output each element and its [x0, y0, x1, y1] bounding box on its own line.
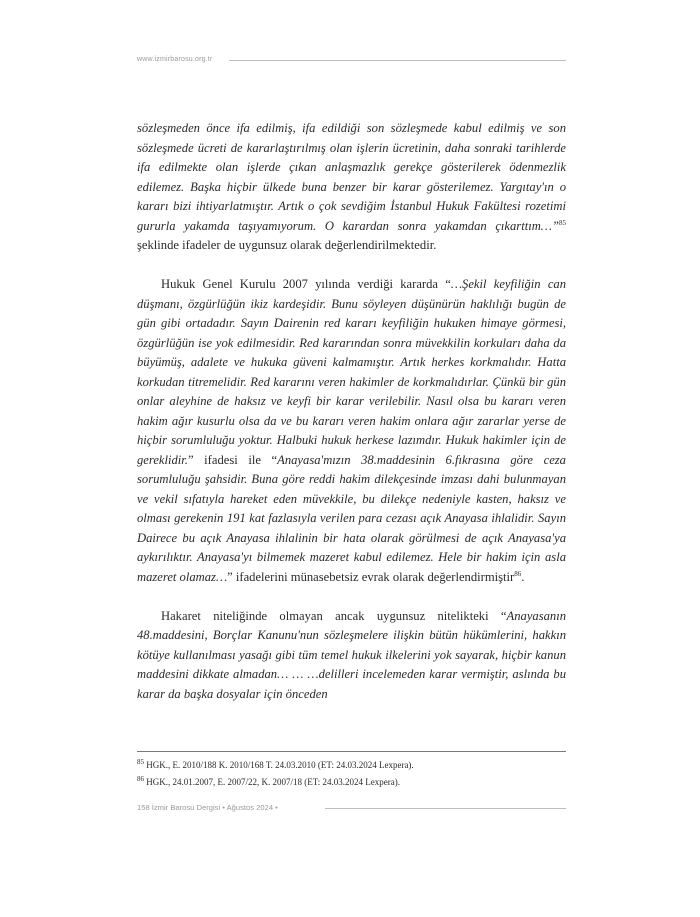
footnote-ref-86[interactable]: 86 — [514, 569, 522, 578]
paragraph-1 — [137, 119, 566, 256]
header-rule — [229, 60, 566, 61]
paragraph-2-quote-2: Anayasa'mızın 38.maddesinin 6.fıkrasına göre ceza sorumluluğu şahsidir. Buna göre reddi hakim dilekçesinde imzası dahi bulunmayan ve vekil sıfatıyla hareket eden müvekkile, bu dilekçe nedeniyle kasten, haksız ve olması gerekenin 191 kat fazlasıyla verilen para cezası açık Anayasa ihlalidir. Sayın Dairece bu açık Anayasa ihlalinin bir hata olarak görülmesi de açık Anayasa'ya aykırılıktır. Anayasa'yı bilmemek mazeret kabul edilemez. Hele bir hakim için asla mazeret olamaz… — [137, 452, 566, 584]
paragraph-2 — [137, 275, 566, 587]
paragraph-1-text: şeklinde ifadeler de uygunsuz olarak değerlendirilmektedir. — [137, 238, 437, 252]
footer-text: 158 İzmir Barosu Dergisi • Ağustos 2024 • — [137, 803, 278, 812]
footnotes — [137, 757, 566, 791]
paragraph-3-intro: Hakaret niteliğinde olmayan ancak uygunsuz nitelikteki “ — [161, 608, 507, 623]
header-url: www.izmirbarosu.org.tr — [137, 56, 213, 63]
footnote-85 — [137, 757, 566, 774]
paragraph-3 — [137, 607, 566, 705]
footnote-number: 86 — [137, 775, 144, 783]
footnote-text: HGK., 24.01.2007, E. 2007/22, K. 2007/18 (ET: 24.03.2024 Lexpera). — [144, 777, 401, 787]
footnote-ref-85[interactable]: 85 — [559, 218, 566, 227]
footer-rule — [325, 808, 566, 809]
footnote-text: HGK., E. 2010/188 K. 2010/168 T. 24.03.2010 (ET: 24.03.2024 Lexpera). — [144, 760, 414, 770]
page-footer — [137, 803, 566, 815]
footnote-86 — [137, 774, 566, 791]
footnote-separator — [137, 751, 566, 752]
page-header — [137, 55, 566, 67]
paragraph-2-connector: ” ifadesi ile “ — [187, 452, 278, 467]
paragraph-2-quote-1: …Şekil keyfiliğin can düşmanı, özgürlüğün ikiz kardeşidir. Bunu söyleyen düşünürün haklılığı bugün de gün gibi ortadadır. Sayın Dairenin red kararı keyfiliğin hukuken himaye görmesi, özgürlüğün ise yok edilmesidir. Red kararından sonra müvekkilin korkuları daha da büyümüş, adalete ve hukuka güveni kalmamıştır. Artık herkes korkmalıdır. Hatta korkudan titremelidir. Red kararını veren hakimler de korkmalıdırlar. Çünkü bir gün onlar aleyhine de haksız ve keyfi bir karar verilebilir. Nasıl olsa bu kararı veren hakim ağır kusurlu olsa da ve bu kararı veren hakim onlara ağır zararlar yerse de hiçbir sorumluluğu yoktur. Halbuki hukuk herkese lazımdır. Hukuk hakimler için de gereklidir. — [137, 277, 567, 467]
paragraph-1-quote: sözleşmeden önce ifa edilmiş, ifa edildiği son sözleşmede kabul edilmiş ve son sözleşmede ücreti de kararlaştırılmış olan işlerin ücretinin, daha sonraki tarihlerde ifa edilmekte olan işlerde çıkan anlaşmazlık gerekçe gösterilerek ödenmezlik edilemez. Başka hiçbir ülkede buna benzer bir karar gösterilemez. Yargıtay'ın o kararı bizi ihtiyarlatmıştır. Artık o çok sevdiğim İstanbul Hukuk Fakültesi rozetimi gururla yakamda taşıyamıyorum. O karardan sonra yakamdan çıkarttım…” — [137, 121, 566, 233]
main-text — [137, 119, 566, 704]
paragraph-3-quote: Anayasanın 48.maddesini, Borçlar Kanunu'nun sözleşmelere ilişkin bütün hükümlerini, hakkın kötüye kullanılması yasağı gibi tüm temel hukuk ilkelerini yok sayarak, hiçbir kanun maddesini dikkate almadan… … …delilleri incelemeden karar vermiştir, aslında bu karar da başka dosyalar için önceden — [137, 608, 566, 701]
paragraph-2-conclusion: ” ifadelerini münasebetsiz evrak olarak değerlendirmiştir — [227, 569, 515, 584]
paragraph-2-end: . — [521, 569, 525, 584]
footnote-number: 85 — [137, 758, 144, 766]
paragraph-2-intro: Hukuk Genel Kurulu 2007 yılında verdiği kararda “ — [161, 277, 451, 291]
